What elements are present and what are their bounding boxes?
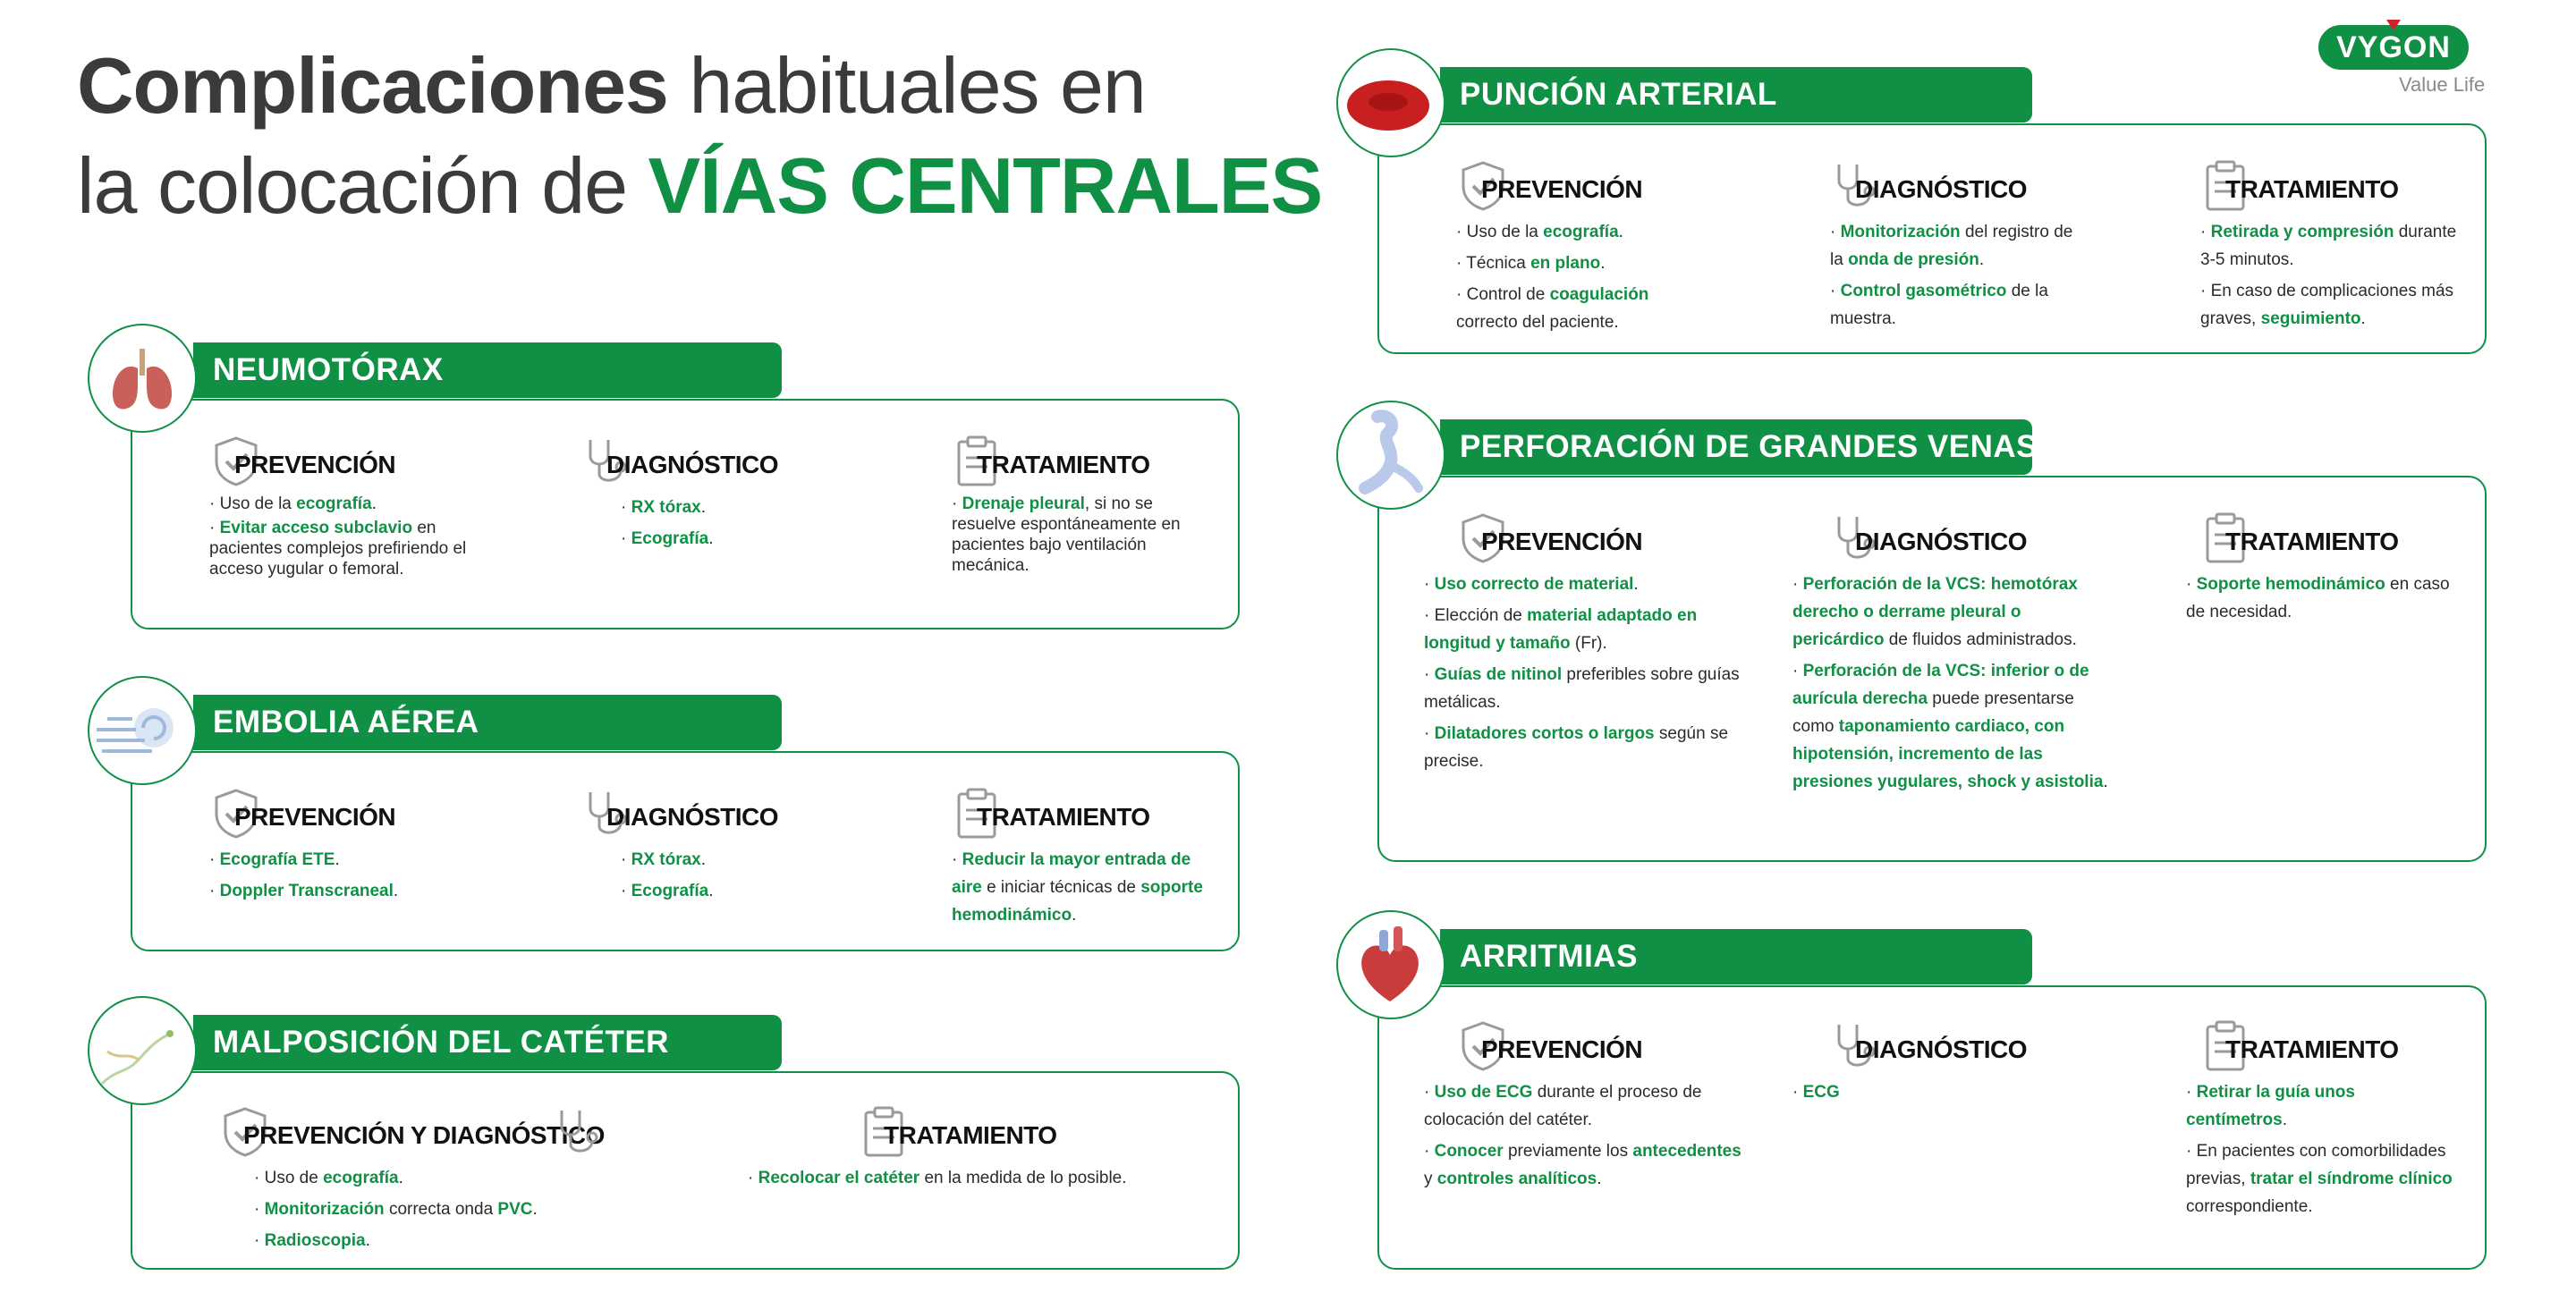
diagnosis-label: DIAGNÓSTICO [1855, 1035, 2028, 1063]
embolia-prevention [209, 787, 478, 908]
list-item: · Monitorización del registro de la onda de presión. [1830, 218, 2089, 274]
arritmias-treatment [2186, 1019, 2454, 1224]
vygon-logo [2318, 20, 2497, 97]
perforacion-diagnosis [1792, 511, 2114, 799]
treatment-label: TRATAMIENTO [2225, 175, 2399, 203]
list-item: · Ecografía ETE. [209, 846, 478, 874]
diagnosis-label: DIAGNÓSTICO [606, 451, 779, 478]
list-item: · Ecografía. [621, 877, 850, 905]
title-word-vias-centrales: VÍAS CENTRALES [648, 141, 1323, 230]
list-item: · En pacientes con comorbilidades previas, tratar el síndrome clínico correspondiente. [2186, 1137, 2454, 1221]
list-item: · Perforación de la VCS: inferior o de aurícula derecha puede presentarse como taponamiento cardiaco, con hipotensión, incremento de las presiones yugulares, shock y asistolia. [1792, 657, 2114, 796]
arritmias-prevention [1424, 1019, 1746, 1196]
banner-puncion: PUNCIÓN ARTERIAL [1440, 67, 2032, 122]
list-item: · Radioscopia. [254, 1227, 648, 1255]
diagnosis-label: DIAGNÓSTICO [1855, 175, 2028, 203]
list-item: · Técnica en plano. [1456, 249, 1707, 277]
page-title [77, 36, 1322, 236]
prevention-label: PREVENCIÓN [234, 803, 396, 831]
list-item: · Monitorización correcta onda PVC. [254, 1195, 648, 1223]
diagnosis-label: DIAGNÓSTICO [1855, 528, 2028, 555]
prevention-label: PREVENCIÓN [234, 451, 396, 478]
list-item: · Soporte hemodinámico en caso de necesidad. [2186, 570, 2454, 626]
title-line-2 [77, 136, 1322, 236]
banner-neumotorax: NEUMOTÓRAX [193, 342, 782, 398]
prevention-label: PREVENCIÓN [1481, 528, 1643, 555]
prevention-label: PREVENCIÓN [1481, 175, 1643, 203]
list-item: · ECG [1792, 1078, 2061, 1106]
perforacion-prevention [1424, 511, 1746, 779]
neumotorax-diagnosis [581, 435, 850, 556]
list-item: · En caso de complicaciones más graves, seguimiento. [2200, 277, 2460, 333]
list-item: · Guías de nitinol preferibles sobre guías metálicas. [1424, 661, 1746, 716]
treatment-label: TRATAMIENTO [2225, 528, 2399, 555]
embolia-diagnosis [581, 787, 850, 908]
list-item: · Retirar la guía unos centímetros. [2186, 1078, 2454, 1134]
vein-icon [1336, 401, 1445, 510]
banner-malposicion: MALPOSICIÓN DEL CATÉTER [193, 1015, 782, 1070]
malposicion-treatment [748, 1105, 1213, 1195]
list-item: · Drenaje pleural, si no se resuelve espontáneamente en pacientes bajo ventilación mecánica. [952, 494, 1202, 576]
list-item: · RX tórax. [621, 494, 850, 521]
logo-brand: VYGON [2318, 25, 2469, 70]
list-item: · Uso de la ecografía. [1456, 218, 1707, 246]
list-item: · Uso de la ecografía. [209, 494, 469, 514]
list-item: · Uso de ECG durante el proceso de colocación del catéter. [1424, 1078, 1746, 1134]
treatment-label: TRATAMIENTO [884, 1121, 1057, 1149]
list-item: · Recolocar el catéter en la medida de lo posible. [748, 1164, 1213, 1192]
title-line-1 [77, 36, 1322, 136]
perforacion-treatment [2186, 511, 2454, 629]
list-item: · Control gasométrico de la muestra. [1830, 277, 2089, 333]
stethoscope-icon [553, 1105, 606, 1159]
malposicion-prevention-diagnosis [218, 1105, 648, 1258]
title-word-colocacion: la colocación de [77, 141, 648, 230]
list-item: · Perforación de la VCS: hemotórax derecho o derrame pleural o pericárdico de fluidos administrados. [1792, 570, 2114, 654]
logo-mark [2386, 20, 2401, 30]
blood-cell-icon [1336, 48, 1445, 157]
prevention-label: PREVENCIÓN [1481, 1035, 1643, 1063]
neumotorax-prevention [209, 435, 469, 583]
banner-arritmias: ARRITMIAS [1440, 929, 2032, 984]
list-item: · RX tórax. [621, 846, 850, 874]
arritmias-diagnosis [1792, 1019, 2061, 1110]
list-item: · Dilatadores cortos o largos según se precise. [1424, 720, 1746, 775]
list-item: · Evitar acceso subclavio en pacientes complejos prefiriendo el acceso yugular o femoral. [209, 518, 469, 579]
treatment-label: TRATAMIENTO [977, 451, 1150, 478]
embolia-treatment [952, 787, 1211, 933]
list-item: · Uso de ecografía. [254, 1164, 648, 1192]
banner-perforacion: PERFORACIÓN DE GRANDES VENAS [1440, 419, 2032, 475]
puncion-prevention [1456, 159, 1707, 340]
logo-tagline: Value Life [2399, 73, 2486, 96]
list-item: · Conocer previamente los antecedentes y controles analíticos. [1424, 1137, 1746, 1193]
catheter-icon [88, 996, 197, 1105]
list-item: · Doppler Transcraneal. [209, 877, 478, 905]
list-item: · Uso correcto de material. [1424, 570, 1746, 598]
list-item: · Retirada y compresión durante 3-5 minutos. [2200, 218, 2460, 274]
lungs-icon [88, 324, 197, 433]
neumotorax-treatment [952, 435, 1202, 579]
air-swirl-icon [88, 676, 197, 785]
puncion-treatment [2200, 159, 2460, 336]
treatment-label: TRATAMIENTO [2225, 1035, 2399, 1063]
title-word-habituales: habituales en [667, 41, 1146, 130]
treatment-label: TRATAMIENTO [977, 803, 1150, 831]
list-item: · Ecografía. [621, 525, 850, 553]
list-item: · Elección de material adaptado en longitud y tamaño (Fr). [1424, 602, 1746, 657]
heart-icon [1336, 910, 1445, 1019]
title-word-complicaciones: Complicaciones [77, 41, 668, 130]
list-item: · Reducir la mayor entrada de aire e iniciar técnicas de soporte hemodinámico. [952, 846, 1211, 929]
puncion-diagnosis [1830, 159, 2089, 336]
list-item: · Control de coagulación correcto del paciente. [1456, 281, 1707, 336]
prevention-diagnosis-label: PREVENCIÓN Y DIAGNÓSTICO [243, 1121, 605, 1149]
banner-embolia: EMBOLIA AÉREA [193, 695, 782, 750]
diagnosis-label: DIAGNÓSTICO [606, 803, 779, 831]
